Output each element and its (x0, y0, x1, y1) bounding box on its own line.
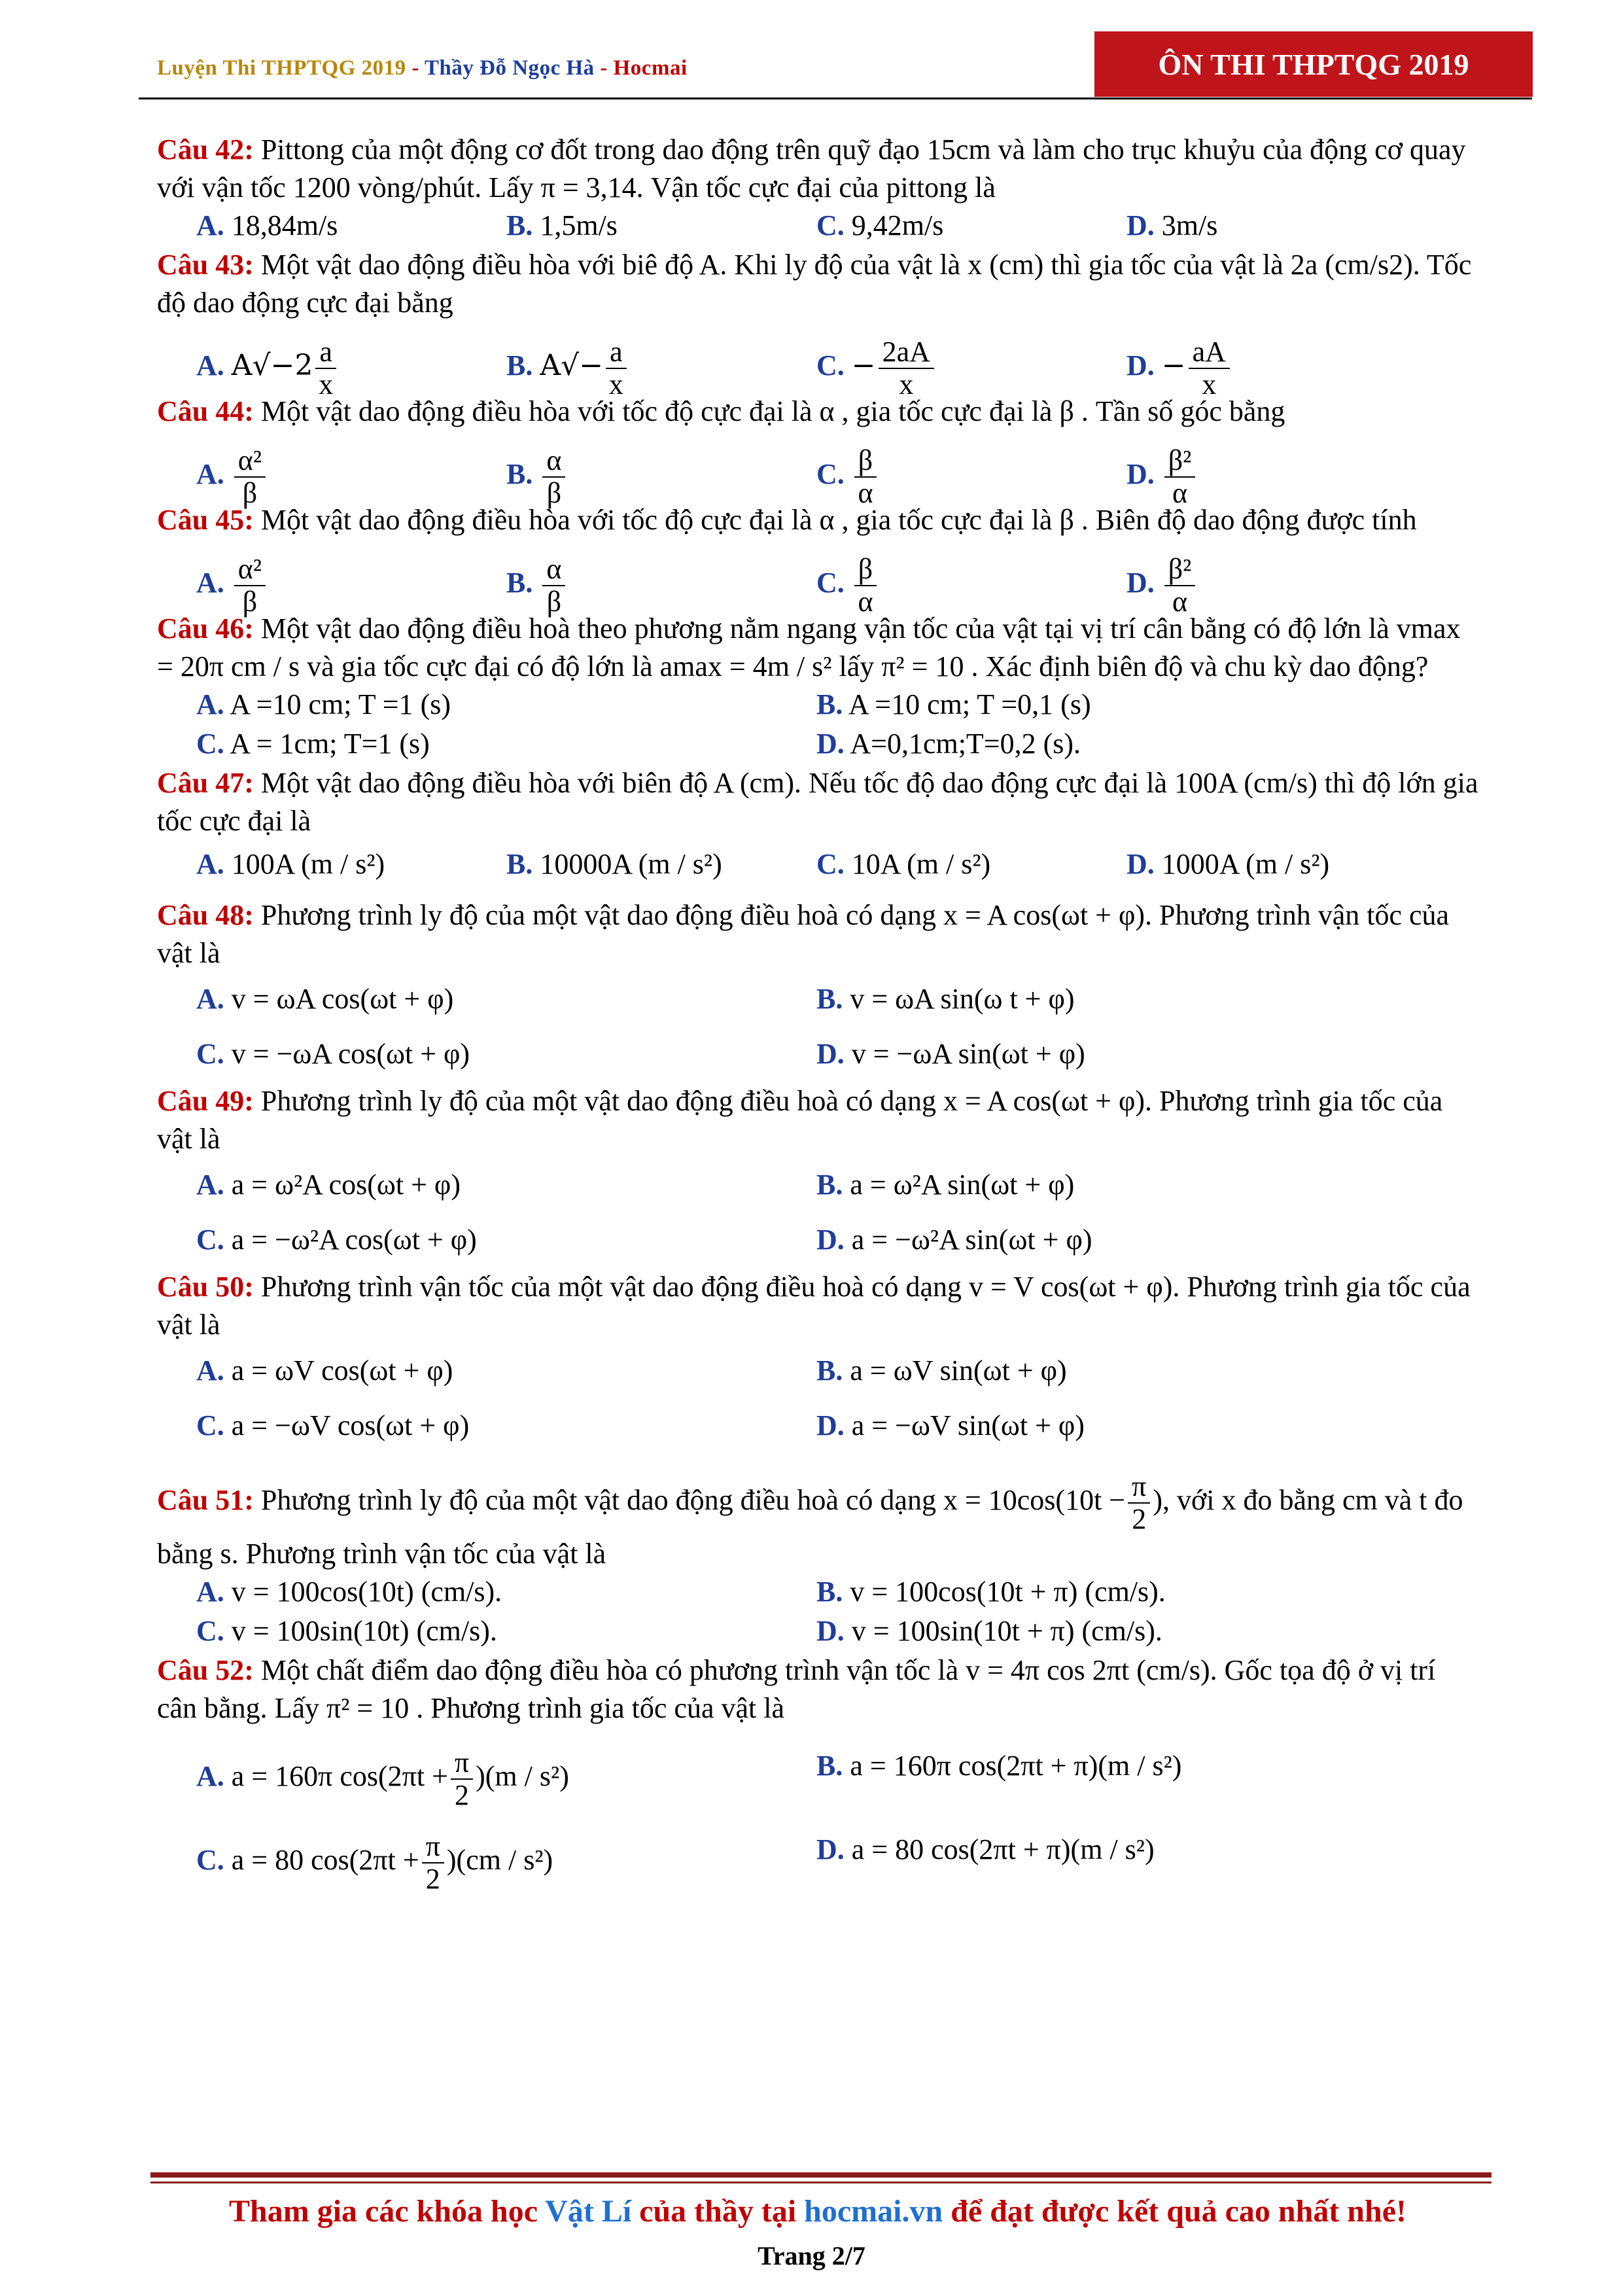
question-label: Câu 44: (157, 395, 254, 427)
question-text: Phương trình ly độ của một vật dao động điều hoà có dạng x = A cos(ωt + φ). Phương trình gia tốc của vật là (157, 1085, 1443, 1155)
option-b[interactable]: B. v = 100cos(10t + π) (cm/s). (816, 1576, 1166, 1608)
options-50-row1 (157, 1344, 1478, 1399)
options-47 (157, 840, 1478, 890)
options-52-row2 (157, 1811, 1478, 1895)
option-a[interactable]: A. $\frac{\text{α²}}{\beta}$ (196, 554, 268, 618)
option-c[interactable]: C. $\frac{\beta}{\alpha}$ (816, 445, 879, 509)
options-49-row2 (157, 1213, 1478, 1268)
option-c[interactable]: C. a = 80 cos(2πt + $\frac{\pi}{2}$ )(cm / s²) (196, 1830, 553, 1895)
question-43 (157, 246, 1478, 322)
option-c[interactable]: C. 9,42m/s (816, 209, 944, 241)
option-a[interactable]: A. a = 160π cos(2πt + $\frac{\pi}{2}$ )(m / s²) (196, 1746, 569, 1811)
option-b[interactable]: B. A√− $\frac{a}{x}$ (506, 336, 629, 400)
question-text: Một chất điểm dao động điều hòa có phương trình vận tốc là v = 4π cos 2πt (cm/s). Gốc tọa độ ở vị trí cân bằng. Lấy π² = 10 . Phương trình gia tốc của vật là (157, 1654, 1436, 1724)
option-a[interactable]: A. a = ω²A cos(ωt + φ) (196, 1169, 461, 1201)
question-label: Câu 46: (157, 612, 254, 645)
option-a[interactable]: A. v = ωA cos(ωt + φ) (196, 983, 454, 1015)
options-52-row1 (157, 1727, 1478, 1811)
options-46-row1 (157, 686, 1478, 725)
option-a[interactable]: A. 100A (m / s²) (196, 848, 385, 880)
option-a[interactable]: A. v = 100cos(10t) (cm/s). (196, 1576, 502, 1608)
question-50 (157, 1268, 1478, 1344)
question-text: Pittong của một động cơ đốt trong dao động trên quỹ đạo 15cm và làm cho trục khuỷu của động cơ quay với vận tốc 1200 vòng/phút. Lấy π = 3,14. Vận tốc cực đại của pittong là (157, 133, 1466, 203)
option-c[interactable]: C. v = −ωA cos(ωt + φ) (196, 1038, 470, 1070)
question-text: Một vật dao động điều hòa với biê độ A. Khi ly độ của vật là x (cm) thì gia tốc của vật là 2a (cm/s2). Tốc độ dao động cực đại bằng (157, 249, 1472, 319)
question-46 (157, 610, 1478, 686)
question-list (157, 131, 1478, 1895)
option-c[interactable]: C. a = −ωV cos(ωt + φ) (196, 1409, 470, 1441)
question-text: ), với x đo bằng cm và t đo bằng s. Phương trình vận tốc của vật là (157, 1484, 1463, 1570)
question-text: Một vật dao động điều hòa với tốc độ cực đại là α , gia tốc cực đại là β . Biên độ dao động được tính (260, 504, 1417, 536)
option-d[interactable]: D. a = 80 cos(2πt + π)(m / s²) (816, 1833, 1155, 1865)
header-badge: ÔN THI THPTQG 2019 (1094, 31, 1533, 97)
question-47 (157, 764, 1478, 840)
question-label: Câu 48: (157, 899, 254, 931)
question-label: Câu 42: (157, 133, 254, 166)
options-49-row1 (157, 1158, 1478, 1213)
option-b[interactable]: B. a = 160π cos(2πt + π)(m / s²) (816, 1750, 1182, 1782)
option-d[interactable]: D. v = −ωA sin(ωt + φ) (816, 1038, 1085, 1070)
option-d[interactable]: D. A=0,1cm;T=0,2 (s). (816, 728, 1081, 760)
header-brand: Hocmai (613, 56, 688, 80)
footer-divider (150, 2172, 1492, 2178)
option-c[interactable]: C. − $\frac{2aA}{x}$ (816, 336, 937, 400)
options-51-row2 (157, 1612, 1478, 1651)
question-text: Phương trình ly độ của một vật dao động điều hoà có dạng x = A cos(ωt + φ). Phương trình vận tốc của vật là (157, 899, 1450, 969)
header-title (157, 56, 688, 80)
option-b[interactable]: B. 1,5m/s (506, 209, 618, 241)
option-d[interactable]: D. $\frac{\text{β²}}{\alpha}$ (1126, 554, 1198, 618)
header-divider (139, 97, 1532, 99)
question-51: Câu 51: Phương trình ly độ của một vật dao động điều hoà có dạng x = 10cos(10t − $\frac{\pi}{2}$ ), với x đo bằng cm và t đo bằng s. Phương trình vận tốc của vật là (157, 1470, 1463, 1570)
footer-subject: Vật Lí (545, 2194, 632, 2229)
option-a[interactable]: A. A =10 cm; T =1 (s) (196, 688, 451, 720)
option-d[interactable]: D. a = −ω²A sin(ωt + φ) (816, 1224, 1092, 1256)
question-label: Câu 50: (157, 1271, 254, 1303)
option-c[interactable]: C. 10A (m / s²) (816, 848, 991, 880)
question-text: Một vật dao động điều hòa với biên độ A (cm). Nếu tốc độ dao động cực đại là 100A (cm/s) thì độ lớn gia tốc cực đại là (157, 767, 1478, 837)
option-d[interactable]: D. a = −ωV sin(ωt + φ) (816, 1409, 1085, 1441)
options-48-row2 (157, 1027, 1478, 1082)
option-b[interactable]: B. $\frac{\alpha}{\beta}$ (506, 445, 568, 509)
options-43 (157, 322, 1478, 400)
options-48-row1 (157, 972, 1478, 1027)
footer-promo: Tham gia các khóa học Vật Lí của thầy tại hocmai.vn để đạt được kết quả cao nhất nhé! (229, 2194, 1406, 2229)
options-42 (157, 207, 1478, 246)
question-label: Câu 52: (157, 1654, 254, 1686)
option-d[interactable]: D. $\frac{\text{β²}}{\alpha}$ (1126, 445, 1198, 509)
option-d[interactable]: D. 1000A (m / s²) (1126, 848, 1330, 880)
question-label: Câu 47: (157, 767, 254, 799)
question-text: Phương trình ly độ của một vật dao động điều hoà có dạng x = 10cos(10t − (260, 1484, 1126, 1517)
question-text: Một vật dao động điều hoà theo phương nằm ngang vận tốc của vật tại vị trí cân bằng có độ lớn là vmax = 20π cm / s và gia tốc cực đại có độ lớn là amax = 4m / s² lấy π² = 10 . Xác định biên độ và chu kỳ dao động? (157, 612, 1461, 682)
question-text: Một vật dao động điều hòa với tốc độ cực đại là α , gia tốc cực đại là β . Tần số góc bằng (260, 395, 1285, 427)
option-b[interactable]: B. v = ωA sin(ω t + φ) (816, 983, 1075, 1015)
question-49 (157, 1082, 1478, 1158)
option-c[interactable]: C. $\frac{\beta}{\alpha}$ (816, 554, 879, 618)
option-a[interactable]: A. 18,84m/s (196, 209, 338, 241)
option-b[interactable]: B. a = ω²A sin(ωt + φ) (816, 1169, 1075, 1201)
question-label: Câu 45: (157, 504, 254, 536)
page-number: Trang 2/7 (758, 2241, 865, 2270)
option-b[interactable]: B. A =10 cm; T =0,1 (s) (816, 688, 1091, 720)
header-course: Luyện Thi THPTQG 2019 (157, 56, 406, 80)
header-sep: - (594, 56, 614, 80)
option-a[interactable]: A. $\frac{\text{α²}}{\beta}$ (196, 445, 268, 509)
question-52 (157, 1651, 1478, 1727)
header-sep: - (406, 56, 425, 80)
question-label: Câu 49: (157, 1085, 254, 1117)
question-label: Câu 43: (157, 249, 254, 281)
option-d[interactable]: D. − $\frac{aA}{x}$ (1126, 336, 1232, 400)
option-d[interactable]: D. v = 100sin(10t + π) (cm/s). (816, 1615, 1162, 1647)
question-48 (157, 896, 1478, 972)
question-text: Phương trình vận tốc của một vật dao động điều hoà có dạng v = V cos(ωt + φ). Phương trình gia tốc của vật là (157, 1271, 1471, 1341)
option-a[interactable]: A. A√−2 $\frac{a}{x}$ (196, 336, 339, 400)
option-b[interactable]: B. a = ωV sin(ωt + φ) (816, 1354, 1067, 1386)
option-b[interactable]: B. 10000A (m / s²) (506, 848, 722, 880)
options-46-row2 (157, 725, 1478, 764)
footer-divider-thin (150, 2181, 1492, 2183)
option-b[interactable]: B. $\frac{\alpha}{\beta}$ (506, 554, 568, 618)
options-45 (157, 539, 1478, 618)
options-50-row2 (157, 1399, 1478, 1454)
option-c[interactable]: C. v = 100sin(10t) (cm/s). (196, 1615, 497, 1647)
options-44 (157, 431, 1478, 509)
question-42 (157, 131, 1478, 207)
option-c[interactable]: C. a = −ω²A cos(ωt + φ) (196, 1224, 477, 1256)
option-c[interactable]: C. A = 1cm; T=1 (s) (196, 728, 430, 760)
option-d[interactable]: D. 3m/s (1126, 209, 1218, 241)
question-label: Câu 51: (157, 1484, 254, 1517)
options-51-row1 (157, 1573, 1478, 1612)
option-a[interactable]: A. a = ωV cos(ωt + φ) (196, 1354, 453, 1386)
header-teacher: Thầy Đỗ Ngọc Hà (425, 56, 595, 80)
footer-link[interactable]: hocmai.vn (804, 2194, 943, 2229)
